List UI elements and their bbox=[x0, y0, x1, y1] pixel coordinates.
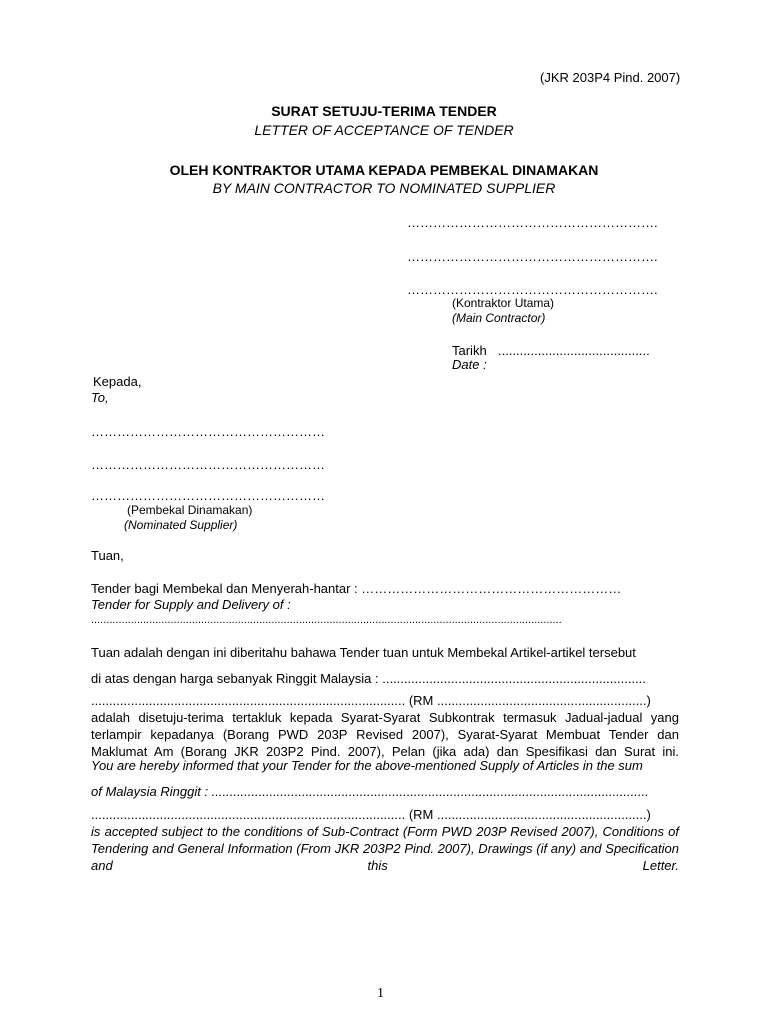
paragraph-2: adalah disetuju-terima tertakluk kepada Syarat-Syarat Subkontrak termasuk Jadual-jadual yang terlampir kepadanya (Borang PWD 203P Revised 2007), Syarat-Syarat Membuat Tender dan Maklumat Am (Borang JKR 203P2 Pind. 2007), Pelan (jika ada) dan Spesifikasi dan Surat ini. bbox=[91, 710, 679, 759]
date-label-english: Date : bbox=[452, 357, 487, 372]
to-label-malay: Kepada, bbox=[93, 374, 142, 389]
amount-line-english: ....................................................................................... (RM ..........................................................) bbox=[91, 807, 651, 822]
contractor-label-english: (Main Contractor) bbox=[452, 311, 546, 325]
to-label-english: To, bbox=[91, 390, 109, 405]
tender-supply-english: Tender for Supply and Delivery of : bbox=[91, 597, 291, 612]
paragraph-1-line-2: di atas dengan harga sebanyak Ringgit Malaysia : ......................................................................... bbox=[91, 671, 646, 686]
page-number: 1 bbox=[377, 986, 384, 1001]
tender-supply-dots: .......................................................................................................................................................... bbox=[91, 614, 562, 626]
recipient-line-2: ……………………………………………… bbox=[91, 457, 325, 472]
salutation: Tuan, bbox=[91, 548, 124, 563]
paragraph-1-line-1: Tuan adalah dengan ini diberitahu bahawa Tender tuan untuk Membekal Artikel-artikel tersebut bbox=[91, 645, 636, 660]
paragraph-4: is accepted subject to the conditions of Sub-Contract (Form PWD 203P Revised 2007), Conditions of Tendering and General Information (From JKR 203P2 Pind. 2007), Drawings (if any) and Specification and this Letter. bbox=[91, 824, 679, 873]
contractor-line-3: …………………………………………………. bbox=[407, 282, 658, 297]
paragraph-3-line-2: of Malaysia Ringgit : ......................................................................................................................... bbox=[91, 784, 649, 799]
recipient-line-3: ……………………………………………… bbox=[91, 488, 325, 503]
date-label-malay: Tarikh bbox=[452, 343, 487, 358]
contractor-label-malay: (Kontraktor Utama) bbox=[452, 296, 555, 310]
recipient-label-english: (Nominated Supplier) bbox=[124, 518, 238, 532]
subtitle-english: BY MAIN CONTRACTOR TO NOMINATED SUPPLIER bbox=[212, 180, 556, 196]
amount-line-malay: ....................................................................................... (RM ..........................................................) bbox=[91, 693, 651, 708]
title-malay: SURAT SETUJU-TERIMA TENDER bbox=[271, 103, 497, 119]
recipient-label-malay: (Pembekal Dinamakan) bbox=[127, 503, 253, 517]
tender-supply-malay: Tender bagi Membekal dan Menyerah-hantar : …………………………………………………… bbox=[91, 581, 622, 596]
date-dots: .......................................... bbox=[498, 343, 650, 358]
paragraph-3-line-1: You are hereby informed that your Tender for the above-mentioned Supply of Articles in the sum bbox=[91, 758, 643, 773]
contractor-line-2: …………………………………………………. bbox=[407, 249, 658, 264]
recipient-line-1: ……………………………………………… bbox=[91, 424, 325, 439]
subtitle-malay: OLEH KONTRAKTOR UTAMA KEPADA PEMBEKAL DINAMAKAN bbox=[169, 162, 599, 178]
contractor-line-1: …………………………………………………. bbox=[407, 215, 658, 230]
title-english: LETTER OF ACCEPTANCE OF TENDER bbox=[254, 122, 514, 138]
document-reference: (JKR 203P4 Pind. 2007) bbox=[540, 70, 681, 85]
